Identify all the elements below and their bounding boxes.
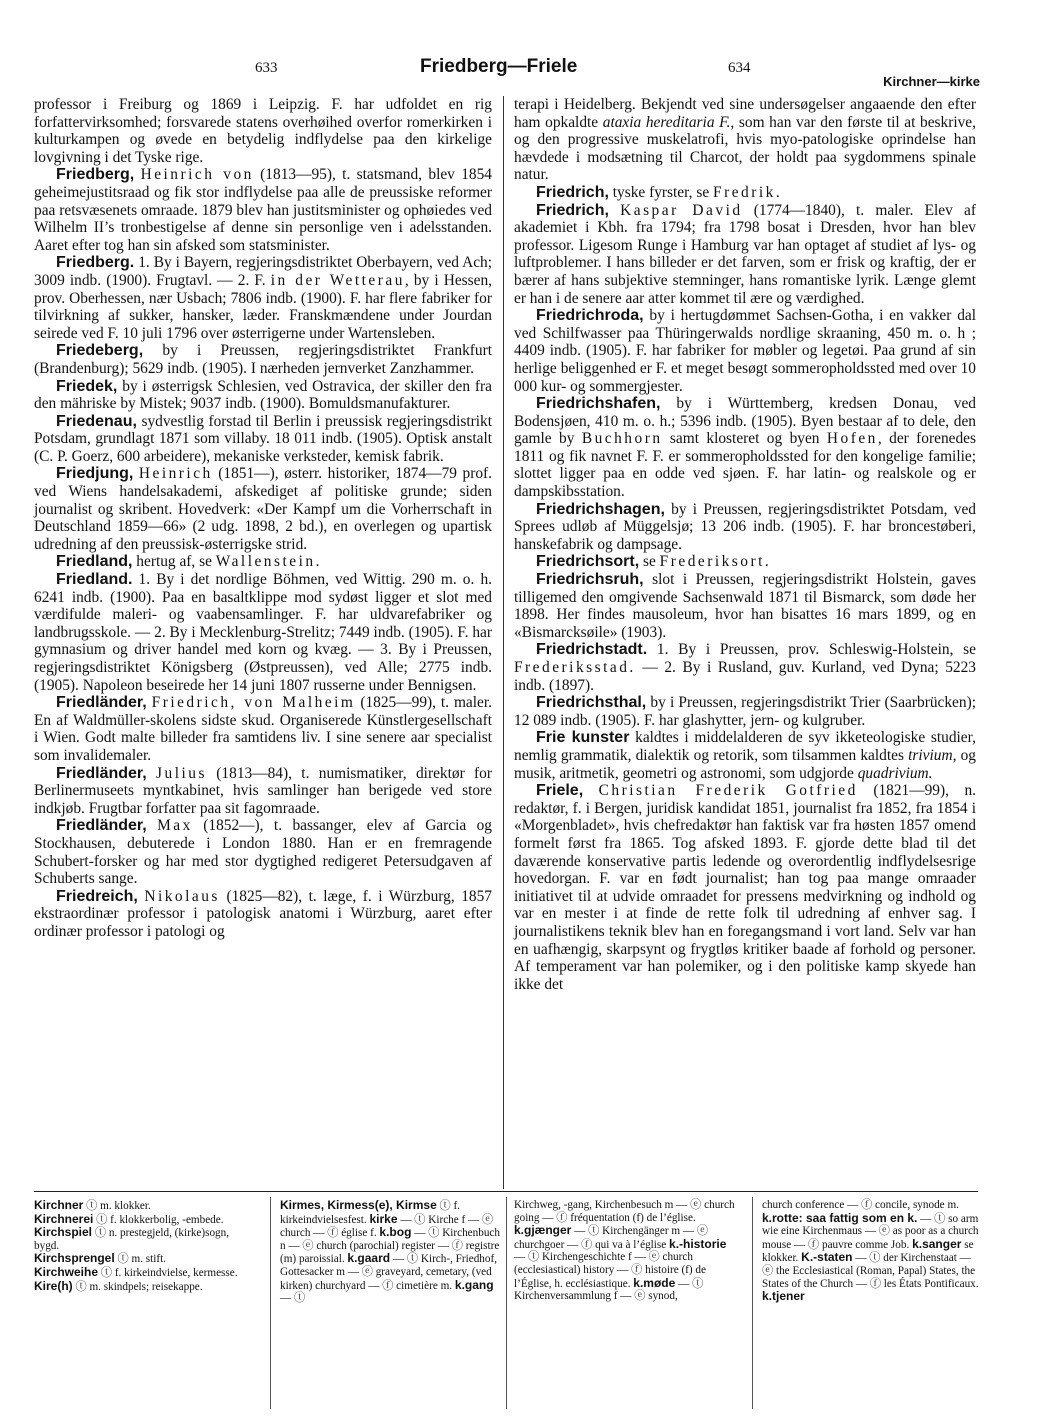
entry: Friedrich, tyske fyrster, se Fredrik. [536,183,783,201]
right-catchword: Kirchner—kirke [883,74,980,89]
place-name: in der Wetterau [270,271,405,289]
entry: Friedrich, Kaspar David (1774—1840), t. maler. Elev af akademiet i Kbh. fra 1794; fra 1798 bosat i Dresden, hvor han blev professor. Ligesom Runge i Hamburg var han optaget af studiet af lys- og luftproblemer. I hans billeder er det farven, som er frisk og kraftig, der er bærer af hans subjektive stemninger, hans romantiske lyrik. Længe glemt er han i de senere aar atter kommet til ære og værdighed. [514,201,976,307]
headword: Friedreich, [56,887,138,905]
person-name: Christian Frederik Gotfried [598,782,858,800]
headword: Friedberg. [56,254,135,272]
person-name: Friedrich, von Malheim [151,694,356,712]
footer-divider [506,1197,507,1409]
entry: Friedrichstadt. 1. By i Preussen, prov. Schleswig-Holstein, se Frederiksstad. — 2. By i Rusland, guv. Kurland, ved Dyna; 5223 indb. (1897). [514,641,976,694]
headword: Friedländer, [56,764,147,782]
entry: Friedrichsort, se Frederiksort. [536,553,772,571]
person-name: Heinrich von [140,166,254,184]
page-number-left: 633 [255,60,278,76]
entry: Friedberg. 1. By i Bayern, regjeringsdistriktet Oberbayern, ved Ach; 3009 indb. (1900). Frugtavl. — 2. F. in der Wetterau, by i Hessen, prov. Oberhessen, nær Usbach; 7806 indb. (1900). F. har flere fabriker for tilvirkning af sukker, hansker, læder. Franskmændene under Jourdan seirede ved F. 10 juli 1796 over østerrigerne under Wartensleben. [34,254,493,342]
headword: Friele, [536,782,584,800]
entry: Friedrichsruh, slot i Preussen, regjeringsdistrikt Holstein, gaves tilligemed den omgivende Sachsenwald 1871 til Bismarck, som døde her 1898. Her findes mausoleum, hvor han bisattes 16 mars 1899, og en «Bismarcksøile» (1903). [514,571,976,641]
entry: Friedjung, Heinrich (1851—), østerr. historiker, 1874—79 prof. ved Wiens handelsakademi, afskediget af politiske grunde; siden journalist og skribent. Hovedverk: «Der Kampf um die Vorherrschaft in Deutschland 1859—66» (2 udg. 1898, 2 bd.), en overlegen og upartisk udredning af den preussisk-østerrigske strid. [34,465,492,553]
person-name: Julius [156,764,207,782]
headword: Friedek, [56,377,118,395]
headword: Friedrich, [536,183,609,201]
cross-reference: Frederiksstad. [514,659,636,676]
headword: Friedrichsthal, [536,694,647,712]
entry: Frie kunster kaldtes i middelalderen de syv ikketeologiske studier, nemlig grammatik, dialektik og retorik, som tilsammen kaldtes trivium, og musik, aritmetik, geometri og astronomi, som udgjorde quadrivium. [514,729,976,782]
person-name: Kaspar David [620,201,743,219]
entry: Friedländer, Friedrich, von Malheim (1825—99), t. maler. En af Waldmüller-skolens sidste skud. Organiserede Künstlergesellschaft i Wien. Godt malte billeder fra samtidens liv. I sine senere aar specialist som invalidemaler. [34,694,492,764]
cross-reference: Fredrik. [713,183,783,201]
entry: Friedländer, Julius (1813—84), t. numismatiker, direktør for Berlinermuseets myntkabinet, hvis samlinger han berigede ved store indkjøb. Frugtbar forfatter paa sit fagomraade. [34,764,492,817]
running-title: Friedberg—Friele [420,56,578,77]
headword: Friedrichshafen, [536,395,661,413]
headword: Friedenau, [56,412,137,430]
headword: Friedrichshagen, [536,500,665,518]
entry: Friedrichsthal, by i Preussen, regjeringsdistrikt Trier (Saarbrücken); 12 089 indb. (1905). F. har glashytter, jern- og kulgruber. [514,694,976,729]
entry: Friedländer, Max (1852—), t. bassanger, elev af Garcia og Stockhausen, debuterede i London 1880. Han er en fremragende Schubert-forsker og har med stor dygtighed redigeret Petersudgaven af Schuberts sange. [34,817,492,888]
entry: Friedreich, Nikolaus (1825—82), t. læge, f. i Würzburg, 1857 ekstraordinær professor i patologisk anatomi i Würzburg, aaret efter ordinær professor i patologi og [34,887,492,940]
entry: Friedrichshafen, by i Württemberg, kredsen Donau, ved Bodensjøen, 410 m. o. h.; 5396 indb. (1905). Byen bestaar af to dele, den gamle by Buchhorn samt klosteret og byen Hofen, der forenedes 1811 og fik navnet F. F. er sommeropholdssted for den kongelige familie; slottet ligger paa en odde ved sjøen. F. har latin- og realskole og er dampskibsstation. [514,395,976,501]
person-name: Heinrich [138,465,213,483]
page-number-right: 634 [728,60,751,76]
headword: Friedrichsort, [536,553,640,571]
footer-column-4: church conference — ⓕ concile, synode m. k.rotte: saa fattig som en k. — ⓣ so arm wie eine Kirchenmaus — ⓔ as poor as a church mouse — ⓕ pauvre comme Job. k.sanger se klokker. K.-staten — ⓣ der Kirchenstaat — ⓔ the Ecclesiastical (Roman, Papal) States, the States of the Church — ⓕ les États Pontificaux. k.tjener [762,1199,979,1304]
entry: Friedeberg, by i Preussen, regjeringsdistriktet Frankfurt (Brandenburg); 5629 indb. (1905). I nærheden jernverket Zanzhammer. [34,342,492,377]
headword: Friedrichroda, [536,307,644,325]
person-name: Nikolaus [144,887,220,905]
entry: Friedrichroda, by i hertugdømmet Sachsen-Gotha, i en vakker dal ved Schilfwasser paa Thüringerwalds nordlige skraaning, 450 m. o. h ; 4409 indb. (1905). F. har fabriker for møbler og legetøi. Paa grund af sin herlige beliggenhed er F. et meget besøgt sommeropholdssted med over 10 000 kur- og sommergjester. [514,307,976,395]
entry: Friedenau, sydvestlig forstad til Berlin i preussisk regjeringsdistrikt Potsdam, grundlagt 1871 som villaby. 18 011 indb. (1905). Optisk anstalt (C. P. Goerz, 600 arbeidere), mekaniske verksteder, kemisk fabrik. [34,412,492,465]
footer-column-3: Kirchweg, -gang, Kirchenbesuch m — ⓔ church going — ⓕ fréquentation (f) de l’église. k.gjænger — ⓣ Kirchengänger m — ⓔ churchgoer — ⓕ qui va à l’église k.-historie — ⓣ Kirchengeschichte f — ⓔ church (ecclesiastical) history — ⓕ histoire (f) de l’Église, h. ecclésiastique. k.møde — ⓣ Kirchenversammlung f — ⓔ synod, [514,1199,735,1303]
entry: Friedland. 1. By i det nordlige Böhmen, ved Wittig. 290 m. o. h. 6241 indb. (1900). Paa en basaltklippe mod sydøst ligger et slot med værdifulde maleri- og vaabensamlinger. F. har uldvarefabriker og landbrugsskole. — 2. By i Mecklenburg-Strelitz; 7449 indb. (1905). F. har gymnasium og driver handel med korn og kvæg. — 3. By i Preussen, regjeringsdistriktet Königsberg (Østpreussen), ved Alle; 2775 indb. (1905). Napoleon beseirede her 14 juni 1807 russerne under Bennigsen. [34,571,493,694]
headword: Friedberg, [56,166,135,184]
footer-column-2: Kirmes, Kirmess(e), Kirmse ⓣ f. kirkeindvielsesfest. kirke — ⓣ Kirche f — ⓔ church — ⓕ église f. k.bog — ⓣ Kirchenbuch n — ⓔ church (parochial) register — ⓕ registre (m) paroissial. k.gaard — ⓣ Kirch-, Friedhof, Gottesacker m — ⓔ graveyard, cemetary, (ved kirken) churchyard — ⓕ cimetière m. k.gang — ⓣ [280,1198,500,1305]
footer-rule [34,1191,978,1192]
headword: Friedrichstadt. [536,641,648,659]
continuation-paragraph: terapi i Heidelberg. Bekjendt ved sine undersøgelser angaaende den efter ham opkaldte ataxia hereditaria F., som han var den første til at beskrive, og den progressive muskelatrofi, hvis myo-patologiske oprindelse han hævdede i modsætning til Charcot, der holdt paa sygdommens spinale natur. [514,96,976,184]
entry: Friedrichshagen, by i Preussen, regjeringsdistriktet Potsdam, ved Sprees udløb af Müggelsjø; 13 206 indb. (1905). F. har broncestøberi, hanskefabrik og dampsage. [514,500,976,553]
headword: Friedländer, [56,694,147,712]
page-header [0,56,1064,90]
cross-reference: Frederiksort. [659,553,772,571]
continuation-paragraph: professor i Freiburg og 1869 i Leipzig. F. har udfoldet en rig forfattervirksomhed; forsvarede statens overhøihed overfor romerkirken i kulturkampen og øvede en betydelig indflydelse paa den kirkelige lovgivning i det Tyske rige. [34,96,492,166]
footer-divider [752,1197,753,1409]
left-column [34,96,492,941]
headword: Friedland. [56,571,133,589]
headword: Friedrich, [536,201,609,219]
entry: Friele, Christian Frederik Gotfried (1821—99), n. redaktør, f. i Bergen, juridisk kandidat 1851, journalist fra 1852, fra 1854 i «Morgenbladet», hvis chefredaktør han faktisk var fra høsten 1857 omend formelt først fra 1865. Tog afsked 1893. F. gjorde dette blad til det daværende konservative partis ledende og overordentlig indflydelsesrige hovedorgan. F. var en født journalist; han tog paa mange omraader initiativet til at udvide omraadet for pressens medvirkning og indhold og var en mester i at finde de rette folk til udredning af enhver sag. I journalistikens teknik blev han en foregangsmand i vort land. Selv var han en uafhængig, skarpsynt og frygtløs kritiker baade af forhold og personer. Af temperament var han polemiker, og i den politiske kamp skyede han ikke det [514,782,977,993]
headword: Frie kunster [536,729,630,747]
right-column [514,96,976,993]
headword: Friedrichsruh, [536,571,644,589]
headword: Friedland, [56,553,133,571]
person-name: Max [157,817,193,835]
headword: Friedeberg, [56,342,144,360]
footer-divider [270,1197,271,1409]
entry: Friedland, hertug af, se Wallenstein. [56,553,322,571]
entry: Friedberg, Heinrich von (1813—95), t. statsmand, blev 1854 geheimejustitsraad og fik stor indflydelse paa alle de preussiske reformer paa retsvæsenets omraade. 1879 blev han justitsminister og ophøiedes ved Wilhelm II’s tronbestigelse af denne sin personlige ven i adelsstanden. Aaret efter tog han sin afsked som statsminister. [34,166,492,254]
headword: Friedländer, [56,817,147,835]
entry: Friedek, by i østerrigsk Schlesien, ved Ostravica, der skiller den fra den mähriske by Mistek; 9037 indb. (1900). Bomuldsmanufakturer. [34,377,492,413]
footer-column-1: Kirchner ⓣ m. klokker. Kirchnerei ⓣ f. klokkerbolig, -embede. Kirchspiel ⓣ n. prestegjeld, (kirke)sogn, bygd. Kirchsprengel ⓣ m. stift. Kirchweihe ⓣ f. kirkeindvielse, kermesse. Kire(h) ⓣ m. skindpels; reisekappe. [34,1198,238,1293]
column-divider [503,96,504,1189]
headword: Friedjung, [56,465,134,483]
cross-reference: Wallenstein. [215,553,322,571]
